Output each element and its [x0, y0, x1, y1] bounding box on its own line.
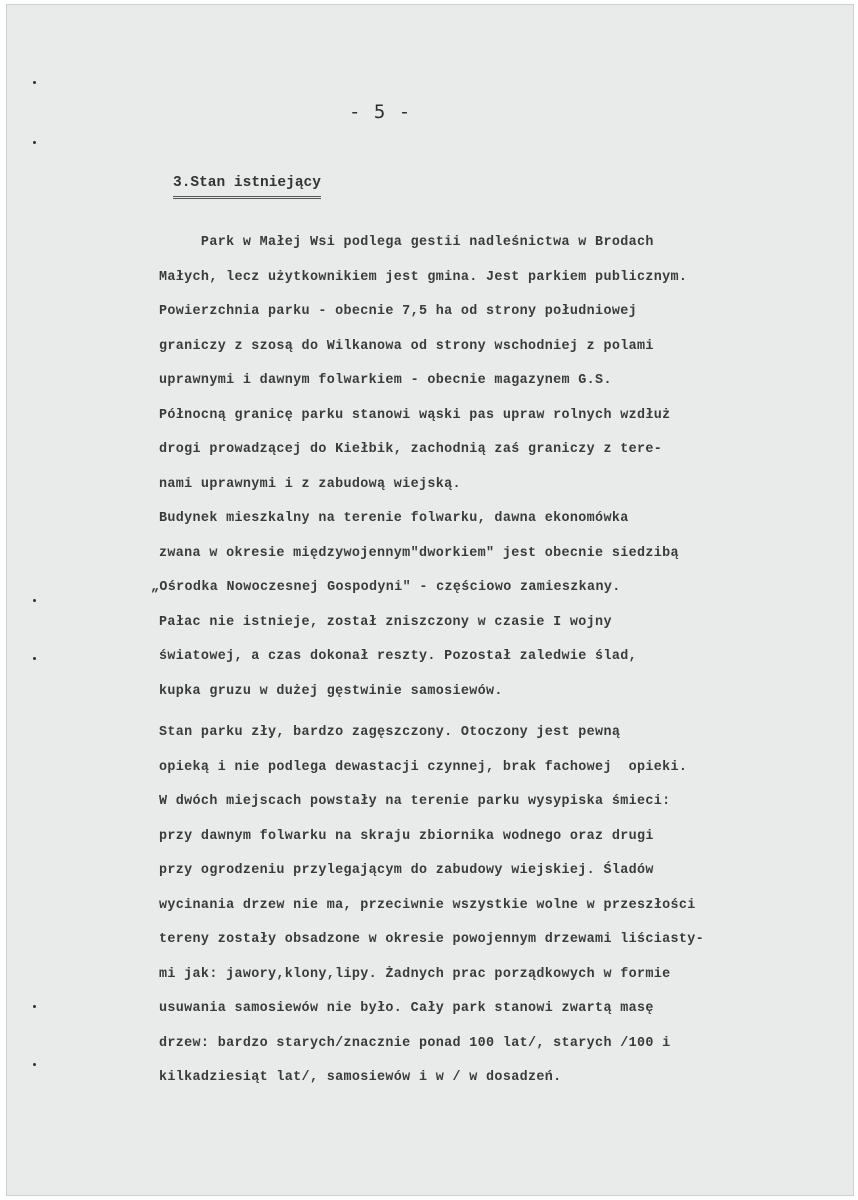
text-line: Małych, lecz użytkownikiem jest gmina. Jest parkiem publicznym. [159, 270, 688, 285]
text-line: zwana w okresie międzywojennym"dworkiem" jest obecnie siedzibą [159, 546, 679, 561]
text-line: Pałac nie istnieje, został zniszczony w czasie I wojny [159, 615, 612, 630]
text-line: Budynek mieszkalny na terenie folwarku, dawna ekonomówka [159, 511, 629, 526]
section-heading: 3.Stan istniejący [173, 175, 321, 199]
text-line: Park w Małej Wsi podlega gestii nadleśnictwa w Brodach [159, 235, 654, 250]
text-line: drzew: bardzo starych/znacznie ponad 100 lat/, starych /100 i [159, 1036, 671, 1051]
text-line: usuwania samosiewów nie było. Cały park stanowi zwartą masę [159, 1001, 654, 1016]
text-line: W dwóch miejscach powstały na terenie parku wysypiska śmieci: [159, 794, 671, 809]
document-page [6, 4, 854, 1196]
text-line: graniczy z szosą do Wilkanowa od strony wschodniej z polami [159, 339, 654, 354]
punch-mark [33, 1005, 36, 1008]
punch-mark [33, 141, 36, 144]
text-line: nami uprawnymi i z zabudową wiejską. [159, 477, 461, 492]
text-line: kupka gruzu w dużej gęstwinie samosiewów. [159, 684, 503, 699]
text-line: Powierzchnia parku - obecnie 7,5 ha od strony południowej [159, 304, 637, 319]
text-line: przy dawnym folwarku na skraju zbiornika wodnego oraz drugi [159, 829, 654, 844]
text-line: opieką i nie podlega dewastacji czynnej, brak fachowej opieki. [159, 760, 688, 775]
page-number: - 5 - [349, 101, 412, 123]
text-line: uprawnymi i dawnym folwarkiem - obecnie magazynem G.S. [159, 373, 612, 388]
text-line: Północną granicę parku stanowi wąski pas upraw rolnych wzdłuż [159, 408, 671, 423]
text-line: drogi prowadzącej do Kiełbik, zachodnią zaś graniczy z tere- [159, 442, 663, 457]
punch-mark [33, 657, 36, 660]
punch-mark [33, 81, 36, 84]
text-line: „Ośrodka Nowoczesnej Gospodyni" - częściowo zamieszkany. [151, 580, 621, 595]
text-line: światowej, a czas dokonał reszty. Pozostał zaledwie ślad, [159, 649, 637, 664]
text-line: kilkadziesiąt lat/, samosiewów i w / w dosadzeń. [159, 1070, 562, 1085]
text-line: Stan parku zły, bardzo zagęszczony. Otoczony jest pewną [159, 725, 621, 740]
text-line: przy ogrodzeniu przylegającym do zabudowy wiejskiej. Śladów [159, 863, 654, 878]
text-line: tereny zostały obsadzone w okresie powojennym drzewami liściasty- [159, 932, 705, 947]
punch-mark [33, 599, 36, 602]
punch-mark [33, 1063, 36, 1066]
text-line: mi jak: jawory,klony,lipy. Żadnych prac porządkowych w formie [159, 967, 671, 982]
text-line: wycinania drzew nie ma, przeciwnie wszystkie wolne w przeszłości [159, 898, 696, 913]
